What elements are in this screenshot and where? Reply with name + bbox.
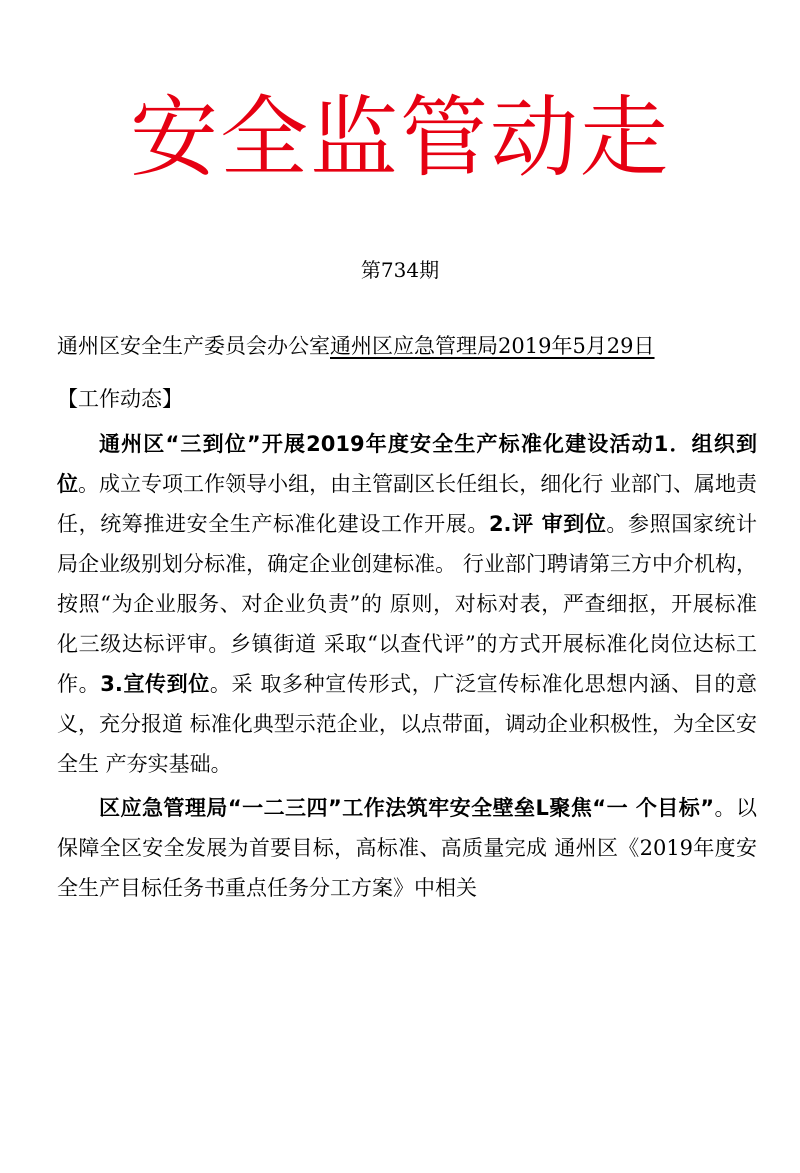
article-body: [57, 424, 757, 908]
article-1-heading-3: 3.宣传到位: [100, 672, 210, 696]
issuer-line: [57, 331, 757, 361]
issuer-name: 通州区安全生产委员会办公室: [57, 334, 330, 358]
section-label: 【工作动态】: [57, 387, 183, 411]
article-1-heading-2: 2.评 审到位: [488, 512, 607, 536]
masthead-title: 安全监管动走: [129, 86, 670, 189]
article-1-title: 通州区“三到位”开展2019年度安全生产标准化建设活动1．组织到位: [57, 432, 757, 496]
article-2-title: 区应急管理局“一二三四”工作法筑牢安全壁垒L聚焦“一 个目标”: [99, 796, 715, 820]
article-2-text: 。以保障全区安全发展为首要目标，高标准、高质量完成 通州区《2019年度安全生产目标任务书重点任务分工方案》中相关: [57, 796, 758, 900]
issue-number: 第734期: [360, 258, 440, 282]
article-1-paragraph: [57, 424, 757, 784]
article-1-text-2: 。参照国家统计局企业级别划分标准，确定企业创建标准。 行业部门聘请第三方中介机构，按照“为企业服务、对企业负责”的 原则，对标对表，严查细抠，开展标准化三级达标评审。乡镇街道 采取“以查代评”的方式开展标准化岗位达标工作。: [57, 512, 758, 696]
article-1-text-3: 。采 取多种宣传形式，广泛宣传标准化思想内涵、目的意义，充分报道 标准化典型示范企业，以点带面，调动企业积极性，为全区安全生 产夯实基础。: [57, 672, 757, 776]
article-1-text-1: 。成立专项工作领导小组，由主管副区长任组长，细化行 业部门、属地责任，统筹推进安全生产标准化建设工作开展。: [57, 472, 757, 536]
issuer-date-underlined: 通州区应急管理局2019年5月29日: [330, 334, 655, 358]
article-2-paragraph: [57, 788, 757, 908]
